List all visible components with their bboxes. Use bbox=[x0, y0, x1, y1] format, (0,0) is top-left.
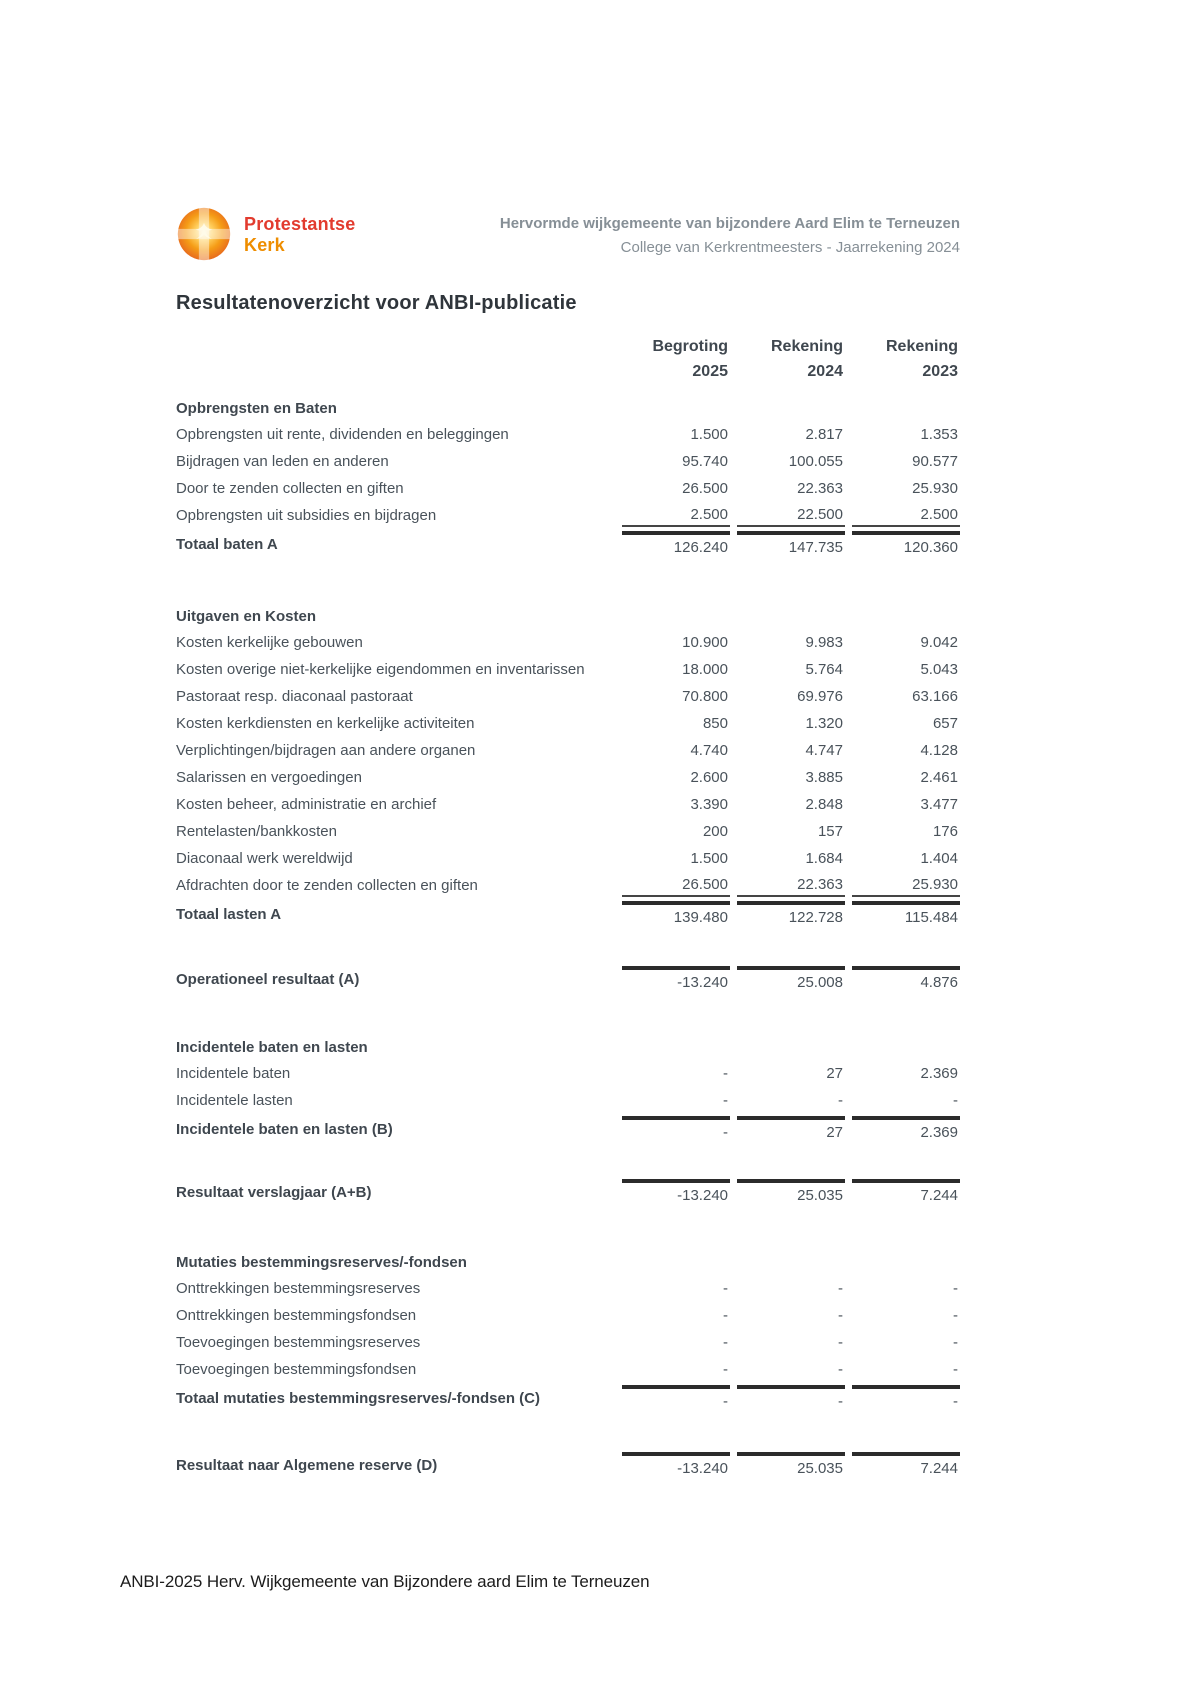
row-value: 1.500 bbox=[690, 425, 728, 443]
table-row bbox=[176, 656, 960, 683]
row-value: - bbox=[953, 1306, 958, 1324]
row-label: Bijdragen van leden en anderen bbox=[176, 453, 389, 470]
row-label: Opbrengsten en Baten bbox=[176, 400, 337, 417]
row-value: 2.461 bbox=[920, 768, 958, 786]
row-value: 657 bbox=[932, 714, 958, 732]
table-row bbox=[176, 764, 960, 791]
row-value: - bbox=[622, 1116, 730, 1143]
table-row bbox=[176, 1060, 960, 1087]
row-value: 1.404 bbox=[920, 849, 958, 867]
table-row bbox=[176, 629, 960, 656]
row-value: 176 bbox=[932, 822, 958, 840]
row-label: Afdrachten door te zenden collecten en giften bbox=[176, 877, 478, 894]
page-header bbox=[176, 0, 960, 262]
row-label: Incidentele lasten bbox=[176, 1092, 293, 1109]
row-value: - bbox=[723, 1064, 728, 1082]
section-header-row bbox=[176, 1025, 960, 1060]
page-title: Resultatenoverzicht voor ANBI-publicatie bbox=[176, 292, 577, 314]
row-value: 139.480 bbox=[622, 901, 730, 928]
row-label: Onttrekkingen bestemmingsfondsen bbox=[176, 1307, 417, 1324]
row-value: 22.363 bbox=[797, 479, 843, 497]
table-row bbox=[176, 1275, 960, 1302]
row-value: 22.363 bbox=[737, 875, 845, 897]
total-row bbox=[176, 1177, 960, 1208]
row-value: 2.848 bbox=[805, 795, 843, 813]
section-header-row bbox=[176, 386, 960, 421]
row-value: - bbox=[838, 1279, 843, 1297]
row-value: 7.244 bbox=[852, 1179, 960, 1206]
table-row bbox=[176, 1356, 960, 1383]
table-spacer bbox=[176, 995, 960, 1025]
row-value: 2.500 bbox=[852, 505, 960, 527]
row-value: 25.930 bbox=[912, 479, 958, 497]
row-label: Kosten kerkdiensten en kerkelijke activiteiten bbox=[176, 715, 475, 732]
row-label: Toevoegingen bestemmingsfondsen bbox=[176, 1361, 417, 1378]
row-value: 200 bbox=[702, 822, 728, 840]
row-value: - bbox=[723, 1360, 728, 1378]
section-header-row bbox=[176, 594, 960, 629]
row-label: Kosten kerkelijke gebouwen bbox=[176, 634, 363, 651]
row-value: - bbox=[953, 1333, 958, 1351]
table-spacer bbox=[176, 930, 960, 964]
header-congregation-name: Hervormde wijkgemeente van bijzondere Aard Elim te Terneuzen bbox=[499, 215, 960, 232]
table-row bbox=[176, 737, 960, 764]
row-value: - bbox=[723, 1306, 728, 1324]
column-header-rekening-2023 bbox=[852, 333, 960, 386]
row-value: 9.042 bbox=[920, 633, 958, 651]
row-value: - bbox=[723, 1091, 728, 1109]
row-value: 27 bbox=[826, 1064, 843, 1082]
table-row bbox=[176, 1329, 960, 1356]
row-value: - bbox=[723, 1279, 728, 1297]
row-value: 9.983 bbox=[805, 633, 843, 651]
row-label: Rentelasten/bankkosten bbox=[176, 823, 337, 840]
table-row bbox=[176, 421, 960, 448]
footer-text: ANBI-2025 Herv. Wijkgemeente van Bijzondere aard Elim te Terneuzen bbox=[120, 1572, 650, 1591]
row-value: - bbox=[838, 1360, 843, 1378]
row-value: 10.900 bbox=[682, 633, 728, 651]
row-label: Totaal baten A bbox=[176, 536, 278, 553]
row-value: 2.817 bbox=[805, 425, 843, 443]
column-header-year: 2024 bbox=[807, 363, 843, 380]
logo-wordmark bbox=[244, 206, 355, 256]
table-row bbox=[176, 845, 960, 872]
row-value: 22.500 bbox=[737, 505, 845, 527]
row-label: Uitgaven en Kosten bbox=[176, 608, 317, 625]
row-value: 27 bbox=[737, 1116, 845, 1143]
table-row bbox=[176, 1302, 960, 1329]
total-row bbox=[176, 899, 960, 930]
row-value: 4.740 bbox=[690, 741, 728, 759]
row-value: 1.500 bbox=[690, 849, 728, 867]
row-label: Opbrengsten uit rente, dividenden en beleggingen bbox=[176, 426, 509, 443]
row-value: - bbox=[953, 1279, 958, 1297]
row-value: - bbox=[852, 1385, 960, 1412]
table-row bbox=[176, 475, 960, 502]
row-label: Totaal lasten A bbox=[176, 906, 282, 923]
row-value: - bbox=[723, 1333, 728, 1351]
row-label: Kosten beheer, administratie en archief bbox=[176, 796, 437, 813]
row-value: 122.728 bbox=[737, 901, 845, 928]
header-subtitle: College van Kerkrentmeesters - Jaarrekening 2024 bbox=[620, 239, 960, 256]
table-spacer bbox=[176, 1208, 960, 1240]
table-column-headers bbox=[176, 333, 960, 386]
row-value: 3.477 bbox=[920, 795, 958, 813]
total-row bbox=[176, 529, 960, 560]
table-rows bbox=[176, 386, 960, 1481]
table-row bbox=[176, 1087, 960, 1114]
row-label: Opbrengsten uit subsidies en bijdragen bbox=[176, 507, 437, 524]
protestantse-kerk-logo bbox=[176, 206, 355, 262]
row-label: Resultaat verslagjaar (A+B) bbox=[176, 1184, 372, 1201]
row-label: Verplichtingen/bijdragen aan andere organen bbox=[176, 742, 476, 759]
row-label: Incidentele baten bbox=[176, 1065, 291, 1082]
row-value: 18.000 bbox=[682, 660, 728, 678]
row-label: Pastoraat resp. diaconaal pastoraat bbox=[176, 688, 413, 705]
row-value: 95.740 bbox=[682, 452, 728, 470]
row-label: Diaconaal werk wereldwijd bbox=[176, 850, 353, 867]
row-value: 4.747 bbox=[805, 741, 843, 759]
row-value: 120.360 bbox=[852, 531, 960, 558]
column-header-year: 2023 bbox=[922, 363, 958, 380]
row-value: 1.353 bbox=[920, 425, 958, 443]
header-right-text bbox=[500, 206, 960, 260]
row-value: 90.577 bbox=[912, 452, 958, 470]
table-row bbox=[176, 710, 960, 737]
column-header-label: Rekening bbox=[770, 338, 843, 355]
table-row bbox=[176, 502, 960, 529]
row-value: - bbox=[953, 1091, 958, 1109]
row-value: 2.500 bbox=[622, 505, 730, 527]
total-row bbox=[176, 1383, 960, 1414]
row-value: 7.244 bbox=[852, 1452, 960, 1479]
row-value: -13.240 bbox=[622, 1452, 730, 1479]
table-spacer bbox=[176, 1145, 960, 1177]
row-value: 3.390 bbox=[690, 795, 728, 813]
logo-wordmark-line2: Kerk bbox=[244, 235, 285, 255]
column-header-label: Rekening bbox=[885, 338, 958, 355]
dove-cross-logo-icon bbox=[176, 206, 232, 262]
table-row bbox=[176, 683, 960, 710]
row-value: 70.800 bbox=[682, 687, 728, 705]
column-header-label: Begroting bbox=[652, 338, 728, 355]
row-value: 850 bbox=[702, 714, 728, 732]
row-label: Onttrekkingen bestemmingsreserves bbox=[176, 1280, 421, 1297]
row-value: 115.484 bbox=[852, 901, 960, 928]
row-value: 2.600 bbox=[690, 768, 728, 786]
column-header-year: 2025 bbox=[692, 363, 728, 380]
row-label: Totaal mutaties bestemmingsreserves/-fondsen (C) bbox=[176, 1390, 540, 1407]
logo-wordmark-line1: Protestantse bbox=[244, 214, 356, 234]
row-value: - bbox=[953, 1360, 958, 1378]
row-value: 26.500 bbox=[682, 479, 728, 497]
row-value: 2.369 bbox=[920, 1064, 958, 1082]
row-value: 3.885 bbox=[805, 768, 843, 786]
row-value: 25.008 bbox=[737, 966, 845, 993]
row-value: 26.500 bbox=[622, 875, 730, 897]
row-label: Incidentele baten en lasten (B) bbox=[176, 1121, 393, 1138]
row-value: 5.764 bbox=[805, 660, 843, 678]
row-value: 5.043 bbox=[920, 660, 958, 678]
row-label: Incidentele baten en lasten bbox=[176, 1039, 368, 1056]
row-value: - bbox=[737, 1385, 845, 1412]
row-value: - bbox=[838, 1306, 843, 1324]
row-value: 147.735 bbox=[737, 531, 845, 558]
table-row bbox=[176, 872, 960, 899]
row-value: -13.240 bbox=[622, 966, 730, 993]
section-header-row bbox=[176, 1240, 960, 1275]
row-value: 4.876 bbox=[852, 966, 960, 993]
row-value: - bbox=[622, 1385, 730, 1412]
row-value: 69.976 bbox=[797, 687, 843, 705]
table-row bbox=[176, 818, 960, 845]
row-label: Kosten overige niet-kerkelijke eigendommen en inventarissen bbox=[176, 661, 585, 678]
row-value: 1.320 bbox=[805, 714, 843, 732]
column-header-begroting-2025 bbox=[622, 333, 730, 386]
row-value: 100.055 bbox=[788, 452, 843, 470]
row-label: Door te zenden collecten en giften bbox=[176, 480, 404, 497]
table-row bbox=[176, 448, 960, 475]
total-row bbox=[176, 1114, 960, 1145]
total-row bbox=[176, 1450, 960, 1481]
row-value: - bbox=[838, 1333, 843, 1351]
row-value: 25.035 bbox=[737, 1452, 845, 1479]
row-value: 25.035 bbox=[737, 1179, 845, 1206]
row-value: 63.166 bbox=[912, 687, 958, 705]
column-header-rekening-2024 bbox=[737, 333, 845, 386]
row-label: Resultaat naar Algemene reserve (D) bbox=[176, 1457, 438, 1474]
row-value: 2.369 bbox=[852, 1116, 960, 1143]
row-label: Operationeel resultaat (A) bbox=[176, 971, 360, 988]
row-value: 25.930 bbox=[852, 875, 960, 897]
table-spacer bbox=[176, 1414, 960, 1450]
table-row bbox=[176, 791, 960, 818]
table-spacer bbox=[176, 560, 960, 594]
row-label: Mutaties bestemmingsreserves/-fondsen bbox=[176, 1254, 467, 1271]
row-label: Toevoegingen bestemmingsreserves bbox=[176, 1334, 421, 1351]
row-value: 4.128 bbox=[920, 741, 958, 759]
row-value: 126.240 bbox=[622, 531, 730, 558]
row-value: - bbox=[838, 1091, 843, 1109]
row-label: Salarissen en vergoedingen bbox=[176, 769, 362, 786]
row-value: 157 bbox=[817, 822, 843, 840]
row-value: 1.684 bbox=[805, 849, 843, 867]
total-row bbox=[176, 964, 960, 995]
row-value: -13.240 bbox=[622, 1179, 730, 1206]
